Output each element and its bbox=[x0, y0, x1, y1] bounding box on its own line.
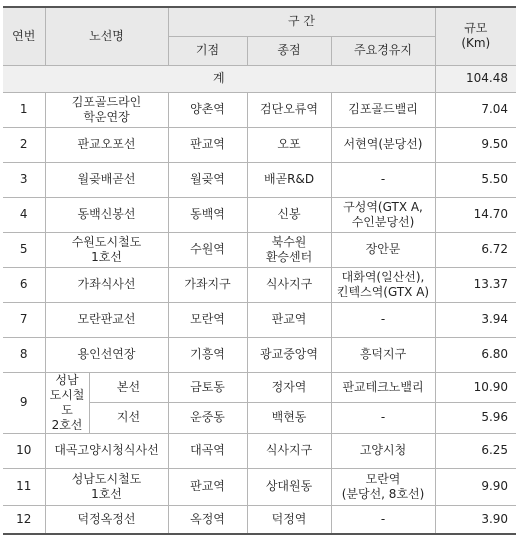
row-end: 검단오류역 bbox=[247, 92, 331, 127]
header-end: 종점 bbox=[247, 36, 331, 65]
total-label: 계 bbox=[3, 65, 435, 92]
row-no: 8 bbox=[3, 337, 45, 372]
row-end: 북수원 환승센터 bbox=[247, 232, 331, 267]
row-via: 김포골드밸리 bbox=[331, 92, 435, 127]
row-via: 장안문 bbox=[331, 232, 435, 267]
header-no: 연번 bbox=[3, 7, 45, 65]
row-no: 7 bbox=[3, 302, 45, 337]
row-end: 정자역 bbox=[247, 372, 331, 403]
row-km: 3.90 bbox=[435, 505, 516, 534]
row-start: 가좌지구 bbox=[168, 267, 247, 302]
row-km: 3.94 bbox=[435, 302, 516, 337]
row-via: 구성역(GTX A, 수인분당선) bbox=[331, 197, 435, 232]
table-row bbox=[3, 433, 516, 468]
row-start: 운중동 bbox=[168, 403, 247, 434]
row-via: - bbox=[331, 403, 435, 434]
row-line-name: 용인선연장 bbox=[45, 337, 168, 372]
row-km: 6.25 bbox=[435, 433, 516, 468]
row-no: 1 bbox=[3, 92, 45, 127]
total-row bbox=[3, 65, 516, 92]
row-no: 9 bbox=[3, 372, 45, 433]
row-line-name: 대곡고양시청식사선 bbox=[45, 433, 168, 468]
row-km: 10.90 bbox=[435, 372, 516, 403]
row-km: 13.37 bbox=[435, 267, 516, 302]
row-start: 판교역 bbox=[168, 127, 247, 162]
row-km: 14.70 bbox=[435, 197, 516, 232]
header-start: 기점 bbox=[168, 36, 247, 65]
row-end: 오포 bbox=[247, 127, 331, 162]
row-via: 판교테크노밸리 bbox=[331, 372, 435, 403]
header-section: 구 간 bbox=[168, 7, 435, 36]
row-start: 옥정역 bbox=[168, 505, 247, 534]
row-via: 흥덕지구 bbox=[331, 337, 435, 372]
row-end: 광교중앙역 bbox=[247, 337, 331, 372]
row-end: 식사지구 bbox=[247, 433, 331, 468]
total-value: 104.48 bbox=[435, 65, 516, 92]
table-row bbox=[3, 232, 516, 267]
row-via: 서현역(분당선) bbox=[331, 127, 435, 162]
row-no: 10 bbox=[3, 433, 45, 468]
row-line-name: 성남도시철도 1호선 bbox=[45, 468, 168, 505]
row-end: 배곧R&D bbox=[247, 162, 331, 197]
row-via: 대화역(일산선), 킨텍스역(GTX A) bbox=[331, 267, 435, 302]
header-line-name: 노선명 bbox=[45, 7, 168, 65]
row-end: 판교역 bbox=[247, 302, 331, 337]
row-line-name: 가좌식사선 bbox=[45, 267, 168, 302]
row-start: 대곡역 bbox=[168, 433, 247, 468]
row-no: 3 bbox=[3, 162, 45, 197]
row-start: 동백역 bbox=[168, 197, 247, 232]
row-end: 신봉 bbox=[247, 197, 331, 232]
table-row bbox=[3, 127, 516, 162]
row-km: 9.50 bbox=[435, 127, 516, 162]
table-row bbox=[3, 468, 516, 505]
row-start: 월곶역 bbox=[168, 162, 247, 197]
row-line-name: 동백신봉선 bbox=[45, 197, 168, 232]
row-line-name: 판교오포선 bbox=[45, 127, 168, 162]
row-start: 기흥역 bbox=[168, 337, 247, 372]
row-via: 고양시청 bbox=[331, 433, 435, 468]
row-end: 상대원동 bbox=[247, 468, 331, 505]
row-via: 모란역 (분당선, 8호선) bbox=[331, 468, 435, 505]
row-no: 11 bbox=[3, 468, 45, 505]
row-start: 수원역 bbox=[168, 232, 247, 267]
row-line-name: 덕정옥정선 bbox=[45, 505, 168, 534]
row-end: 덕정역 bbox=[247, 505, 331, 534]
row-no: 5 bbox=[3, 232, 45, 267]
table-row bbox=[3, 197, 516, 232]
row-no: 4 bbox=[3, 197, 45, 232]
row-line-name: 성남 도시철도 2호선 bbox=[45, 372, 89, 433]
row-km: 6.72 bbox=[435, 232, 516, 267]
table-row bbox=[3, 505, 516, 534]
row-via: - bbox=[331, 302, 435, 337]
row-line-name: 김포골드라인 학운연장 bbox=[45, 92, 168, 127]
row-start: 금토동 bbox=[168, 372, 247, 403]
header-scale: 규모 (Km) bbox=[435, 7, 516, 65]
row-line-name: 수원도시철도 1호선 bbox=[45, 232, 168, 267]
row-no: 6 bbox=[3, 267, 45, 302]
row-line-name: 월곶배곧선 bbox=[45, 162, 168, 197]
row-km: 5.96 bbox=[435, 403, 516, 434]
table-row bbox=[3, 302, 516, 337]
row-start: 양촌역 bbox=[168, 92, 247, 127]
row-end: 식사지구 bbox=[247, 267, 331, 302]
table-row bbox=[3, 337, 516, 372]
row-km: 5.50 bbox=[435, 162, 516, 197]
table-row bbox=[3, 92, 516, 127]
row-km: 6.80 bbox=[435, 337, 516, 372]
railway-lines-table bbox=[3, 6, 516, 535]
table-row bbox=[3, 372, 516, 403]
row-km: 7.04 bbox=[435, 92, 516, 127]
row-start: 판교역 bbox=[168, 468, 247, 505]
branch-name: 본선 bbox=[89, 372, 168, 403]
row-end: 백현동 bbox=[247, 403, 331, 434]
header-via: 주요경유지 bbox=[331, 36, 435, 65]
branch-name: 지선 bbox=[89, 403, 168, 434]
row-start: 모란역 bbox=[168, 302, 247, 337]
row-no: 2 bbox=[3, 127, 45, 162]
row-no: 12 bbox=[3, 505, 45, 534]
row-km: 9.90 bbox=[435, 468, 516, 505]
row-via: - bbox=[331, 162, 435, 197]
table-row bbox=[3, 162, 516, 197]
row-via: - bbox=[331, 505, 435, 534]
table-row bbox=[3, 267, 516, 302]
row-line-name: 모란판교선 bbox=[45, 302, 168, 337]
